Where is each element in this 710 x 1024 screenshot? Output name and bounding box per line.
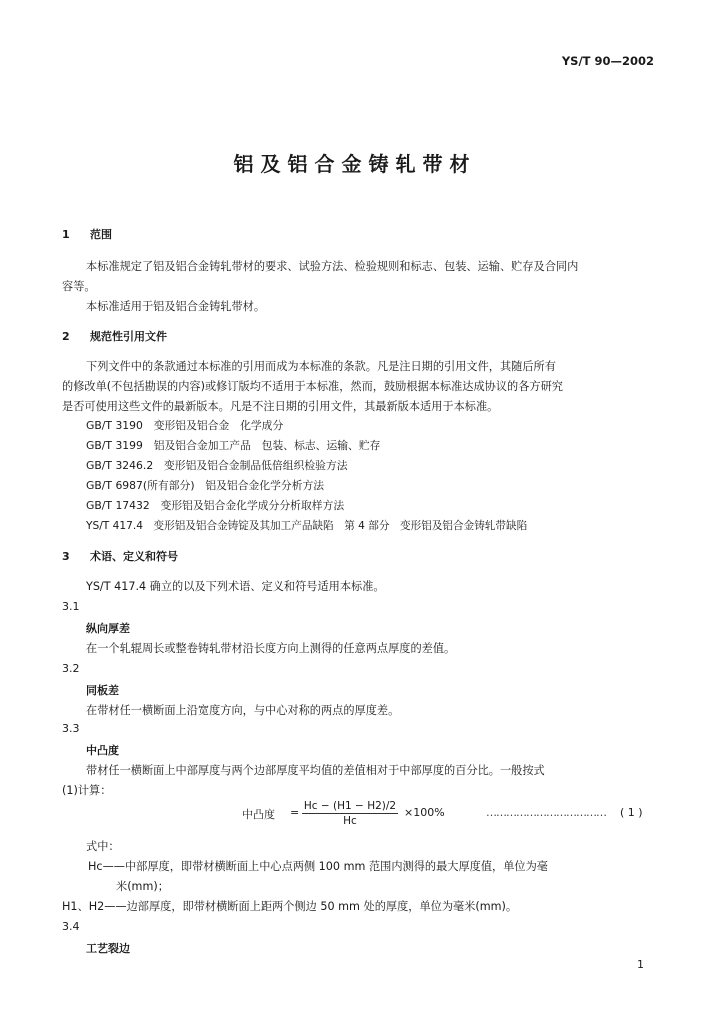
variable-definition: H1、H2——边部厚度，即带材横断面上距两个侧边 50 mm 处的厚度，单位为毫米(mm)。 — [62, 900, 518, 913]
section-title: 规范性引用文件 — [90, 330, 167, 343]
term-definition: 带材任一横断面上中部厚度与两个边部厚度平均值的差值相对于中部厚度的百分比。一般按式 — [86, 764, 545, 777]
reference-item: GB/T 3199 铝及铝合金加工产品 包装、标志、运输、贮存 — [86, 439, 381, 452]
formula-fraction — [302, 800, 398, 827]
variable-definition: Hc——中部厚度，即带材横断面上中心点两侧 100 mm 范围内测得的最大厚度值，单位为毫 — [88, 860, 548, 873]
reference-item: GB/T 6987(所有部分) 铝及铝合金化学分析方法 — [86, 479, 325, 492]
paragraph-line: 是否可使用这些文件的最新版本。凡是不注日期的引用文件，其最新版本适用于本标准。 — [62, 400, 499, 413]
section-1-heading — [62, 226, 112, 242]
formula-multiplier: ×100% — [404, 806, 445, 819]
term-heading: 工艺裂边 — [86, 942, 130, 955]
section-title: 术语、定义和符号 — [90, 550, 178, 563]
section-number: 2 — [62, 330, 70, 343]
formula-leader-dots: ……………………………… — [486, 806, 606, 819]
page-number: 1 — [637, 958, 644, 971]
reference-item: YS/T 417.4 变形铝及铝合金铸锭及其加工产品缺陷 第 4 部分 变形铝及铝合金铸轧带缺陷 — [86, 520, 528, 532]
subsection-number: 3.3 — [62, 722, 80, 735]
reference-item: GB/T 3246.2 变形铝及铝合金制品低倍组织检验方法 — [86, 459, 348, 472]
term-heading: 同板差 — [86, 684, 119, 697]
paragraph-line: 容等。 — [62, 280, 96, 293]
subsection-number: 3.1 — [62, 600, 80, 613]
formula-numerator: Hc − (H1 − H2)/2 — [303, 800, 397, 812]
term-definition: 在带材任一横断面上沿宽度方向，与中心对称的两点的厚度差。 — [86, 704, 400, 717]
section-title: 范围 — [90, 228, 112, 241]
section-3-heading — [62, 548, 178, 564]
where-label: 式中： — [86, 840, 120, 853]
variable-definition: 米(mm)； — [116, 880, 169, 893]
standard-number: YS/T 90—2002 — [561, 54, 654, 68]
reference-item: GB/T 3190 变形铝及铝合金 化学成分 — [86, 419, 284, 432]
paragraph-line: 本标准规定了铝及铝合金铸轧带材的要求、试验方法、检验规则和标志、包装、运输、贮存及合同内 — [86, 260, 579, 273]
term-heading: 中凸度 — [86, 744, 119, 757]
paragraph-line: YS/T 417.4 确立的以及下列术语、定义和符号适用本标准。 — [86, 580, 385, 593]
term-definition: 在一个轧辊周长或整卷铸轧带材沿长度方向上测得的任意两点厚度的差值。 — [86, 642, 456, 655]
formula-denominator: Hc — [343, 815, 357, 827]
section-number: 1 — [62, 228, 70, 241]
formula-equals: = — [290, 806, 300, 819]
subsection-number: 3.2 — [62, 662, 80, 675]
section-2-heading — [62, 328, 167, 344]
term-heading: 纵向厚差 — [86, 622, 130, 635]
reference-item: GB/T 17432 变形铝及铝合金化学成分分析取样方法 — [86, 499, 345, 512]
paragraph-line: 下列文件中的条款通过本标准的引用而成为本标准的条款。凡是注日期的引用文件，其随后所有 — [86, 360, 556, 373]
page-title: 铝及铝合金铸轧带材 — [233, 152, 477, 176]
paragraph-line: 本标准适用于铝及铝合金铸轧带材。 — [86, 300, 266, 313]
term-definition: (1)计算： — [62, 784, 112, 797]
subsection-number: 3.4 — [62, 920, 80, 933]
section-number: 3 — [62, 550, 70, 563]
paragraph-line: 的修改单(不包括勘误的内容)或修订版均不适用于本标准，然而，鼓励根据本标准达成协议的各方研究 — [62, 380, 563, 393]
formula-number: ( 1 ) — [620, 806, 643, 819]
formula-label: 中凸度 — [242, 808, 275, 821]
